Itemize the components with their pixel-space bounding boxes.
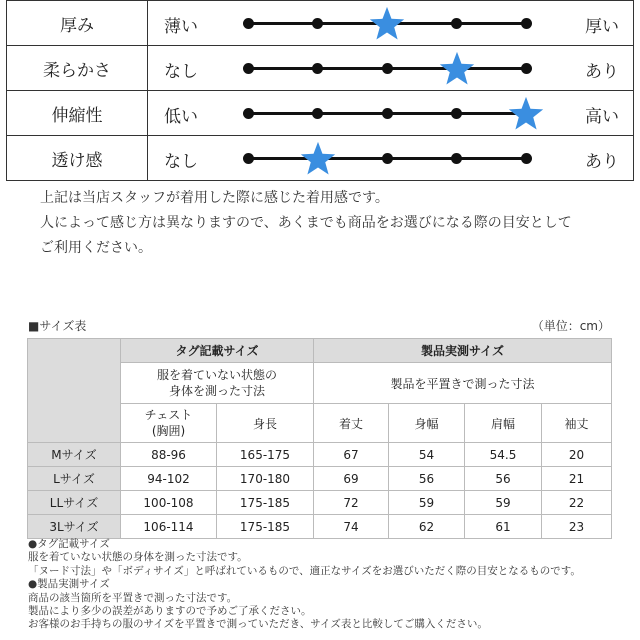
note-line: ご利用ください。 [40, 240, 152, 256]
scale-low-label: なし [164, 152, 198, 172]
size-footnotes [28, 538, 581, 632]
scale-dot [243, 63, 254, 74]
size-table-unit: （単位：cm） [531, 319, 610, 333]
footnote-line: 「ヌード寸法」や「ボディサイズ」と呼ばれているもので、適正なサイズをお選びいただく際の目安となるものです。 [28, 564, 581, 577]
size-row [28, 467, 612, 491]
group-tag-header: タグ記載サイズ [121, 339, 314, 363]
scale-low-label: 薄い [164, 17, 198, 37]
height-value: 165-175 [217, 443, 314, 467]
feel-label: 伸縮性 [7, 91, 148, 136]
scale-dot [243, 153, 254, 164]
length-value: 67 [314, 443, 389, 467]
tag-description-line: 服を着ていない状態の [156, 368, 277, 382]
height-value: 170-180 [217, 467, 314, 491]
sleeve-value: 22 [542, 491, 612, 515]
sleeve-value: 21 [542, 467, 612, 491]
shoulder-value: 61 [465, 515, 542, 539]
feel-scale [148, 1, 634, 46]
footnote-heading: ●タグ記載サイズ [28, 538, 110, 550]
size-name: 3Lサイズ [28, 515, 121, 539]
feel-scale [148, 46, 634, 91]
size-name: Lサイズ [28, 467, 121, 491]
feel-row [7, 136, 634, 181]
size-name: LLサイズ [28, 491, 121, 515]
scale-dot [382, 153, 393, 164]
chest-value: 106-114 [121, 515, 217, 539]
length-value: 69 [314, 467, 389, 491]
scale-dot [312, 18, 323, 29]
sleeve-value: 23 [542, 515, 612, 539]
footnote-line: 製品により多少の誤差がありますので予めご了承ください。 [28, 605, 312, 618]
footnote-line: 商品の該当箇所を平置きで測った寸法です。 [28, 591, 238, 604]
size-table-title: ■サイズ表 [28, 319, 87, 333]
width-value: 54 [389, 443, 465, 467]
rating-star-shape [509, 97, 543, 130]
length-value: 72 [314, 491, 389, 515]
rating-star-shape [370, 7, 404, 40]
chest-value: 100-108 [121, 491, 217, 515]
col-width: 身幅 [389, 404, 465, 443]
scale-high-label: 厚い [585, 17, 619, 37]
scale-dot [521, 63, 532, 74]
scale-dot [451, 153, 462, 164]
scale-dot [382, 63, 393, 74]
col-sleeve: 袖丈 [542, 404, 612, 443]
footnote-line: 服を着ていない状態の身体を測った寸法です。 [28, 551, 248, 564]
scale-high-label: あり [585, 62, 619, 82]
height-value: 175-185 [217, 515, 314, 539]
feel-label: 柔らかさ [7, 46, 148, 91]
width-value: 59 [389, 491, 465, 515]
shoulder-value: 54.5 [465, 443, 542, 467]
rating-star-icon [507, 95, 545, 133]
scale-dot [243, 18, 254, 29]
note-line: 人によって感じ方は異なりますので、あくまでも商品をお選びになる際の目安として [40, 215, 572, 231]
col-chest [121, 404, 217, 443]
width-value: 56 [389, 467, 465, 491]
size-corner-cell [28, 339, 121, 443]
col-chest-line: チェスト [144, 408, 193, 422]
scale-dot [521, 153, 532, 164]
scale-dot [243, 108, 254, 119]
rating-star-icon [438, 50, 476, 88]
feel-row [7, 1, 634, 46]
width-value: 62 [389, 515, 465, 539]
rating-star-shape [439, 52, 473, 85]
footnote-heading: ●製品実測サイズ [28, 578, 110, 591]
scale-dot [451, 18, 462, 29]
rating-star-icon [368, 5, 406, 43]
feel-row [7, 91, 634, 136]
length-value: 74 [314, 515, 389, 539]
height-value: 175-185 [217, 491, 314, 515]
col-shoulder: 肩幅 [465, 404, 542, 443]
feel-label: 厚み [7, 1, 148, 46]
size-name: Mサイズ [28, 443, 121, 467]
col-height: 身長 [217, 404, 314, 443]
shoulder-value: 59 [465, 491, 542, 515]
size-row [28, 491, 612, 515]
scale-dot [451, 108, 462, 119]
size-row [28, 515, 612, 539]
wear-feel-table [6, 0, 634, 181]
scale-dot [382, 108, 393, 119]
actual-description: 製品を平置きで測った寸法 [314, 363, 612, 404]
group-actual-header: 製品実測サイズ [314, 339, 612, 363]
size-row [28, 443, 612, 467]
scale-low-label: 低い [164, 107, 198, 127]
feel-label: 透け感 [7, 136, 148, 181]
feel-scale [148, 136, 634, 181]
chest-value: 88-96 [121, 443, 217, 467]
rating-star-shape [300, 142, 334, 175]
chest-value: 94-102 [121, 467, 217, 491]
scale-dot [521, 18, 532, 29]
scale-dot [312, 63, 323, 74]
feel-row [7, 46, 634, 91]
tag-description-line: 身体を測った寸法 [168, 384, 265, 398]
feel-scale [148, 91, 634, 136]
col-chest-line: (胸囲) [151, 424, 186, 438]
scale-low-label: なし [164, 62, 198, 82]
col-length: 着丈 [314, 404, 389, 443]
rating-star-icon [299, 140, 337, 178]
note-line: 上記は当店スタッフが着用した際に感じた着用感です。 [40, 190, 389, 206]
sleeve-value: 20 [542, 443, 612, 467]
scale-high-label: 高い [585, 107, 619, 127]
footnote-line: お客様のお手持ちの服のサイズを平置きで測っていただき、サイズ表と比較してご購入ください。 [28, 618, 488, 631]
shoulder-value: 56 [465, 467, 542, 491]
tag-description [121, 363, 314, 404]
feel-note [40, 186, 572, 261]
size-table [27, 338, 612, 539]
scale-dot [312, 108, 323, 119]
scale-high-label: あり [585, 152, 619, 172]
